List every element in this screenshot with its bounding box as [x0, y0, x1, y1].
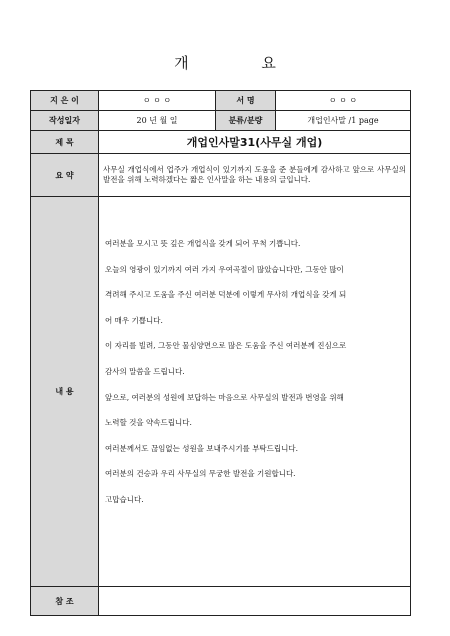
- content-line: 격려해 주시고 도움을 주신 여러분 덕분에 이렇게 무사히 개업식을 갖게 되: [105, 290, 347, 300]
- content-line: 여러분을 모시고 뜻 깊은 개업식을 갖게 되어 무척 기쁩니다.: [105, 239, 301, 248]
- document-title: 개 요: [174, 54, 310, 72]
- date-value: 20 년 월 일: [99, 111, 216, 131]
- summary-label: 요 약: [31, 154, 99, 197]
- category-label: 분류/분량: [216, 111, 276, 131]
- content-line: 노력할 것을 약속드립니다.: [105, 418, 192, 428]
- reference-label: 참 조: [31, 587, 99, 616]
- form-table: [30, 90, 411, 616]
- signature-value: ㅇ ㅇ ㅇ: [276, 91, 411, 111]
- content-line: 여러분께서도 끊임없는 성원을 보내주시기를 부탁드립니다.: [105, 443, 299, 453]
- subject-value: 개업인사말31(사무실 개업): [99, 131, 411, 154]
- reference-value: [99, 587, 411, 616]
- category-value: 개업인사말 /1 page: [276, 111, 411, 131]
- content-line: 이 자리를 빌려, 그동안 물심양면으로 많은 도움을 주신 여러분께 진심으로: [105, 341, 347, 351]
- content-body: [99, 197, 411, 587]
- summary-value: 사무실 개업식에서 업주가 개업식이 있기까지 도움을 준 분들에게 감사하고 앞으로 사무실의 발전을 위해 노력하겠다는 짧은 인사말을 하는 내용의 글입니다.: [99, 154, 411, 197]
- author-value: ㅇ ㅇ ㅇ: [99, 91, 216, 111]
- date-label: 작성일자: [31, 111, 99, 131]
- content-line: 감사의 말씀을 드립니다.: [105, 366, 185, 376]
- content-line: 앞으로, 여러분의 성원에 보답하는 마음으로 사무실의 발전과 번영을 위해: [105, 392, 344, 402]
- content-label: 내 용: [31, 197, 99, 587]
- subject-label: 제 목: [31, 131, 99, 154]
- signature-label: 서 명: [216, 91, 276, 111]
- author-label: 지 은 이: [31, 91, 99, 111]
- content-line: 어 매우 기쁩니다.: [105, 315, 163, 325]
- content-line: 고맙습니다.: [105, 494, 144, 504]
- content-line: 여러분의 건승과 우리 사무실의 무궁한 발전을 기원합니다.: [105, 469, 296, 479]
- content-line: 오늘의 영광이 있기까지 여러 가지 우여곡절이 많았습니다만, 그동안 많이: [105, 264, 344, 274]
